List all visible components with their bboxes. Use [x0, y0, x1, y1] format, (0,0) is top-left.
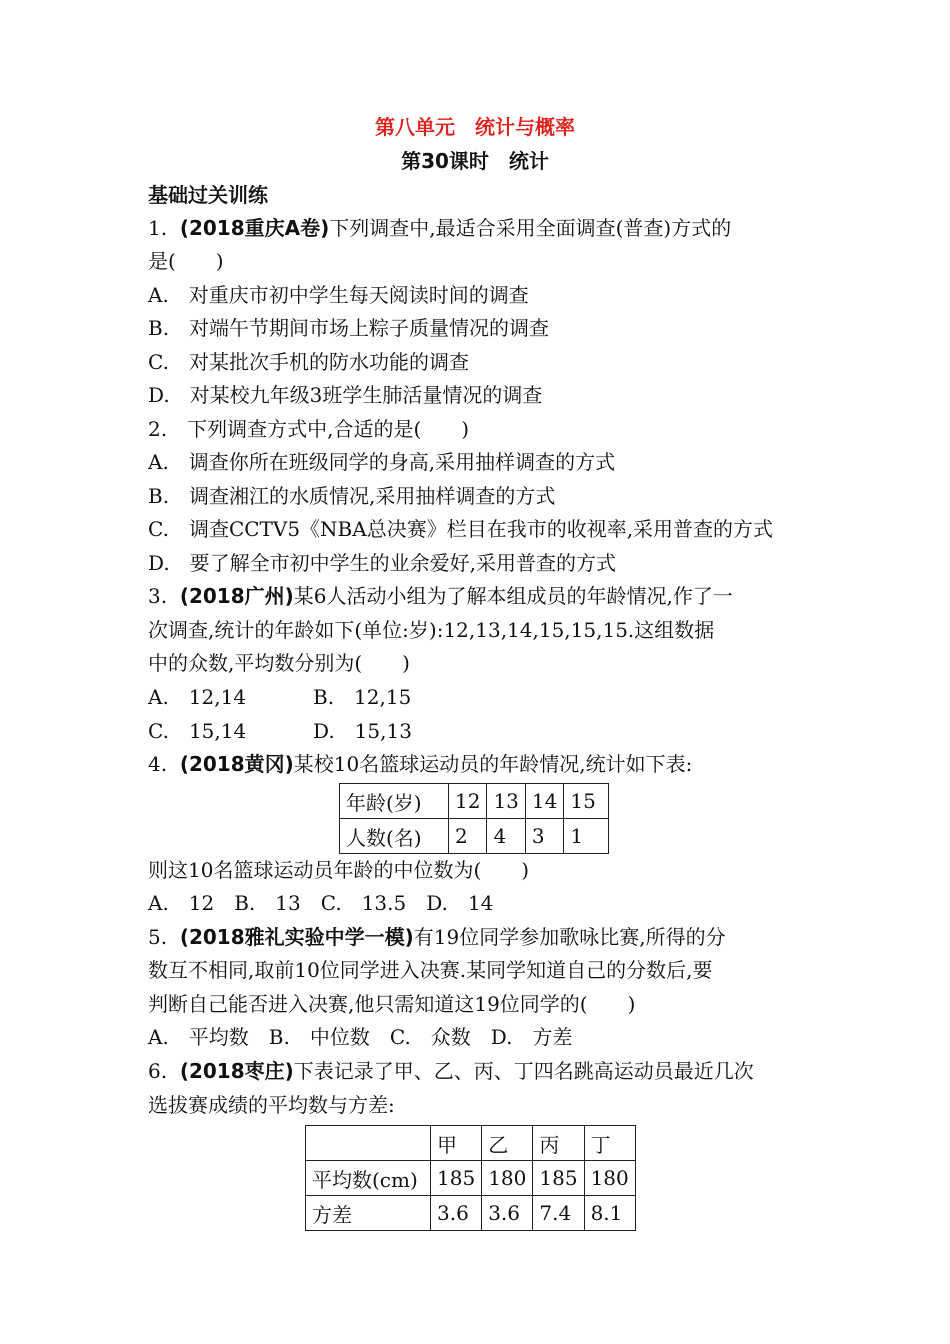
q1-stem-line2: 是( ) [148, 249, 224, 273]
table-cell: 14 [525, 784, 563, 819]
table-cell: 3.6 [482, 1196, 533, 1231]
table-row [306, 1161, 636, 1196]
table-cell [306, 1126, 431, 1161]
q5-stem-line3: 判断自己能否进入决赛,他只需知道这19位同学的( ) [148, 992, 636, 1016]
table-cell: 方差 [306, 1196, 431, 1231]
q2-stem: 2. 下列调查方式中,合适的是( ) [148, 417, 470, 441]
q1-option-a: A. 对重庆市初中学生每天阅读时间的调查 [148, 283, 529, 307]
q3-stem: 某6人活动小组为了解本组成员的年龄情况,作了一 [293, 584, 733, 608]
q3-stem-line3: 中的众数,平均数分别为( ) [148, 651, 410, 675]
q2-option-a: A. 调查你所在班级同学的身高,采用抽样调查的方式 [148, 450, 616, 474]
table-cell: 3.6 [431, 1196, 482, 1231]
table-cell: 13 [487, 784, 525, 819]
q1-option-b: B. 对端午节期间市场上粽子质量情况的调查 [148, 316, 550, 340]
q4-number: 4. [148, 752, 168, 776]
q1-option-c: C. 对某批次手机的防水功能的调查 [148, 350, 469, 374]
table-cell: 年龄(岁) [340, 784, 449, 819]
q5-source: (2018雅礼实验中学一模) [179, 925, 414, 949]
table-cell: 甲 [431, 1126, 482, 1161]
q2-option-b: B. 调查湘江的水质情况,采用抽样调查的方式 [148, 484, 556, 508]
q5-number: 5. [148, 925, 168, 949]
table-cell: 人数(名) [340, 819, 449, 854]
table-cell: 丙 [533, 1126, 584, 1161]
table-cell: 8.1 [584, 1196, 635, 1231]
q1-stem-line1 [148, 213, 731, 243]
q3-number: 3. [148, 584, 168, 608]
q4-source: (2018黄冈) [179, 752, 294, 776]
q2-option-d: D. 要了解全市初中学生的业余爱好,采用普查的方式 [148, 551, 617, 575]
section-title: 基础过关训练 [148, 183, 268, 207]
table-cell: 180 [482, 1161, 533, 1196]
q2-option-c: C. 调查CCTV5《NBA总决赛》栏目在我市的收视率,采用普查的方式 [148, 517, 774, 541]
table-row [340, 819, 609, 854]
table-row [340, 784, 609, 819]
q1-stem: 下列调查中,最适合采用全面调查(普查)方式的 [329, 216, 732, 240]
q3-option-d: D. 15,13 [313, 719, 412, 743]
q4-options: A. 12 B. 13 C. 13.5 D. 14 [148, 891, 494, 915]
table-cell: 1 [564, 819, 609, 854]
table-cell: 185 [431, 1161, 482, 1196]
q6-score-table [305, 1125, 636, 1231]
table-cell: 2 [449, 819, 487, 854]
table-cell: 平均数(cm) [306, 1161, 431, 1196]
q4-stem-line1 [148, 749, 692, 779]
q5-stem-line1 [148, 922, 726, 952]
q6-stem: 下表记录了甲、乙、丙、丁四名跳高运动员最近几次 [293, 1059, 754, 1083]
q6-stem-line1 [148, 1056, 754, 1086]
q3-stem-line1 [148, 581, 733, 611]
q3-option-b: B. 12,15 [313, 685, 412, 709]
q3-options-row2 [148, 716, 412, 746]
q1-option-d: D. 对某校九年级3班学生肺活量情况的调查 [148, 383, 543, 407]
q6-stem-line2: 选拔赛成绩的平均数与方差: [148, 1093, 395, 1117]
table-cell: 180 [584, 1161, 635, 1196]
lesson-title: 第30课时 统计 [401, 149, 549, 173]
q1-number: 1. [148, 216, 168, 240]
table-cell: 185 [533, 1161, 584, 1196]
q5-options: A. 平均数 B. 中位数 C. 众数 D. 方差 [148, 1025, 573, 1049]
q3-option-c: C. 15,14 [148, 719, 247, 743]
table-cell: 12 [449, 784, 487, 819]
q3-option-a: A. 12,14 [148, 685, 247, 709]
q1-source: (2018重庆A卷) [179, 216, 330, 240]
q5-stem: 有19位同学参加歌咏比赛,所得的分 [413, 925, 726, 949]
q4-stem: 某校10名篮球运动员的年龄情况,统计如下表: [293, 752, 693, 776]
q3-source: (2018广州) [179, 584, 294, 608]
table-row [306, 1196, 636, 1231]
q4-age-table [339, 783, 609, 854]
table-cell: 15 [564, 784, 609, 819]
q5-stem-line2: 数互不相同,取前10位同学进入决赛.某同学知道自己的分数后,要 [148, 958, 713, 982]
table-cell: 丁 [584, 1126, 635, 1161]
q3-stem-line2: 次调查,统计的年龄如下(单位:岁):12,13,14,15,15,15.这组数据 [148, 618, 715, 642]
q6-number: 6. [148, 1059, 168, 1083]
table-cell: 7.4 [533, 1196, 584, 1231]
table-cell: 乙 [482, 1126, 533, 1161]
q6-source: (2018枣庄) [179, 1059, 294, 1083]
q3-options-row1 [148, 682, 411, 712]
q4-after-table: 则这10名篮球运动员年龄的中位数为( ) [148, 858, 530, 882]
unit-title: 第八单元 统计与概率 [375, 115, 575, 139]
table-cell: 4 [487, 819, 525, 854]
table-cell: 3 [525, 819, 563, 854]
table-row [306, 1126, 636, 1161]
